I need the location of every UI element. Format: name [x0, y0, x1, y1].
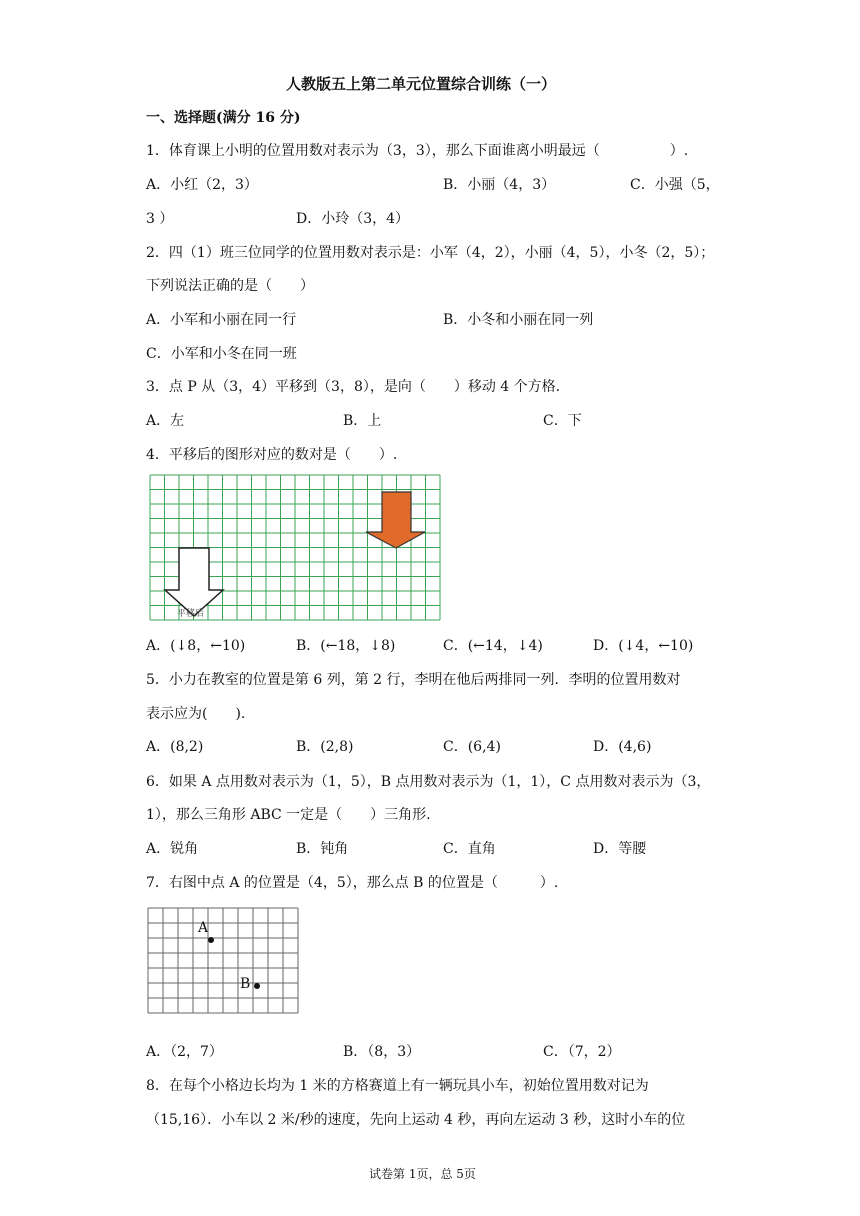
question-5-stem-cont: 表示应为( ). — [146, 706, 246, 722]
question-5-option-a[interactable]: A．(8,2) — [146, 739, 204, 755]
section-heading: 一、选择题(满分 16 分) — [146, 110, 301, 126]
question-5-option-c[interactable]: C．(6,4) — [443, 739, 501, 755]
question-6-option-d[interactable]: D．等腰 — [593, 841, 647, 857]
question-1-option-d[interactable]: D．小玲（3，4） — [296, 211, 410, 227]
question-5-stem: 5．小力在教室的位置是第 6 列，第 2 行，李明在他后两排同一列．李明的位置用数对 — [146, 672, 681, 688]
question-5-option-d[interactable]: D．(4,6) — [593, 739, 652, 755]
figure-label: 平移后 — [177, 609, 205, 619]
question-2-stem-cont: 下列说法正确的是（ ） — [146, 278, 314, 294]
question-5-option-b[interactable]: B．(2,8) — [296, 739, 354, 755]
question-6-option-c[interactable]: C．直角 — [443, 841, 496, 857]
question-1-option-a[interactable]: A．小红（2，3） — [146, 177, 258, 193]
question-8-stem: 8．在每个小格边长均为 1 米的方格赛道上有一辆玩具小车，初始位置用数对记为 — [146, 1078, 649, 1094]
point-b — [254, 983, 260, 989]
question-7-option-a[interactable]: A．（2，7） — [146, 1044, 223, 1060]
question-4-option-b[interactable]: B．(←18，↓8) — [296, 638, 396, 654]
question-3-option-a[interactable]: A．左 — [146, 413, 185, 429]
question-4-option-a[interactable]: A．(↓8，←10) — [146, 638, 246, 654]
question-4-option-d[interactable]: D．(↓4，←10) — [593, 638, 694, 654]
point-b-label: B — [240, 976, 251, 992]
question-7-option-c[interactable]: C．（7，2） — [543, 1044, 621, 1060]
question-6-option-a[interactable]: A．锐角 — [146, 841, 199, 857]
question-1-option-c[interactable]: C．小强（5， — [630, 177, 720, 193]
question-7-option-b[interactable]: B．（8，3） — [343, 1044, 421, 1060]
question-2-option-a[interactable]: A．小军和小丽在同一行 — [146, 312, 297, 328]
question-7-stem: 7．右图中点 A 的位置是（4，5），那么点 B 的位置是（ ）. — [146, 875, 559, 891]
question-1-stem: 1．体育课上小明的位置用数对表示为（3，3），那么下面谁离小明最远（ ）. — [146, 143, 689, 159]
question-8-stem-cont: （15,16）．小车以 2 米/秒的速度，先向上运动 4 秒，再向左运动 3 秒，这时小车的位 — [146, 1112, 686, 1128]
question-2-option-c[interactable]: C．小军和小冬在同一班 — [146, 346, 297, 362]
question-1-option-b[interactable]: B．小丽（4，3） — [443, 177, 556, 193]
page-footer: 试卷第 1页，总 5页 — [369, 1167, 476, 1181]
point-a-label: A — [198, 920, 209, 936]
gray-grid — [148, 908, 298, 1013]
question-6-stem-cont: 1），那么三角形 ABC 一定是（ ）三角形. — [146, 807, 431, 823]
question-4-figure — [149, 474, 441, 622]
orange-arrow — [366, 492, 425, 548]
question-1-option-c-cont: 3 ） — [146, 211, 174, 227]
question-3-option-c[interactable]: C．下 — [543, 413, 582, 429]
question-6-option-b[interactable]: B．钝角 — [296, 841, 349, 857]
page-title: 人教版五上第二单元位置综合训练（一） — [286, 75, 557, 93]
point-a — [208, 937, 214, 943]
question-2-option-b[interactable]: B．小冬和小丽在同一列 — [443, 312, 594, 328]
question-4-stem: 4．平移后的图形对应的数对是（ ）. — [146, 447, 398, 463]
question-3-option-b[interactable]: B．上 — [343, 413, 382, 429]
question-4-option-c[interactable]: C．(←14，↓4) — [443, 638, 543, 654]
question-7-figure — [146, 906, 302, 1016]
question-2-stem: 2．四（1）班三位同学的位置用数对表示是：小军（4，2），小丽（4，5），小冬（2，5）； — [146, 245, 715, 261]
question-3-stem: 3．点 P 从（3，4）平移到（3，8），是向（ ）移动 4 个方格. — [146, 379, 561, 395]
question-6-stem: 6．如果 A 点用数对表示为（1，5），B 点用数对表示为（1，1），C 点用数对表示为（3， — [146, 774, 711, 790]
